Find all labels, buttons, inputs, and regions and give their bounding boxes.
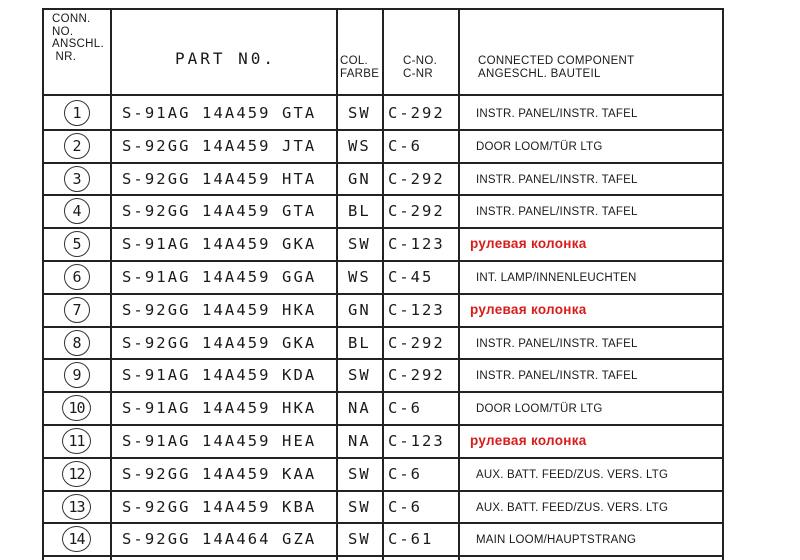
connected-component: INSTR. PANEL/INSTR. TAFEL (476, 206, 638, 219)
part-number: S-91AG 14A459 KDA (122, 366, 317, 385)
table-row (0, 195, 800, 228)
table-row (0, 327, 800, 360)
connector-number: 5 (64, 231, 90, 257)
wire-color: NA (348, 432, 371, 450)
wire-color: SW (348, 366, 371, 385)
header-conn-no: CONN. NO. ANSCHL. NR. (52, 13, 104, 63)
part-number: S-92GG 14A464 GZA (122, 530, 317, 549)
connected-component: MAIN LOOM/HAUPTSTRANG (476, 534, 637, 547)
connector-c-number: C-61 (388, 530, 434, 549)
grid-line-header-bottom (42, 94, 724, 96)
wire-color: NA (348, 399, 371, 418)
connected-component: рулевая колонка (470, 236, 587, 252)
connector-number: 12 (62, 461, 91, 487)
connector-number: 14 (62, 526, 91, 552)
part-number: S-91AG 14A459 GTA (122, 104, 317, 122)
connector-number: 9 (64, 362, 90, 388)
wire-color: SW (348, 530, 371, 549)
table-row (0, 294, 800, 327)
header-color: COL. FARBE (340, 55, 380, 80)
connector-number: 4 (64, 198, 90, 224)
connected-component: рулевая колонка (470, 301, 587, 317)
part-number: S-92GG 14A459 HTA (122, 169, 317, 188)
connector-c-number: C-292 (388, 169, 445, 188)
table-row (0, 261, 800, 294)
wire-color: SW (348, 464, 371, 483)
connector-c-number: C-292 (388, 333, 445, 352)
table-row (0, 491, 800, 524)
wire-color: SW (348, 497, 371, 516)
part-number: S-91AG 14A459 HKA (122, 399, 317, 418)
table-row (0, 392, 800, 425)
table-row (0, 130, 800, 163)
wire-color: BL (348, 333, 371, 352)
wire-color: GN (348, 300, 371, 319)
connected-component: INSTR. PANEL/INSTR. TAFEL (476, 370, 638, 383)
connector-number: 6 (64, 264, 90, 290)
wire-color: WS (348, 268, 371, 286)
header-part-no: PART N0. (175, 49, 277, 68)
connector-c-number: C-6 (388, 136, 422, 155)
part-number: S-91AG 14A459 HEA (122, 432, 317, 450)
wire-color: BL (348, 202, 371, 221)
table-row (0, 359, 800, 392)
connector-number: 11 (62, 428, 91, 454)
connected-component: DOOR LOOM/TÜR LTG (476, 140, 603, 153)
connector-c-number: C-292 (388, 104, 445, 122)
connected-component: INT. LAMP/INNENLEUCHTEN (476, 272, 637, 284)
connector-number: 3 (64, 166, 90, 192)
connected-component: AUX. BATT. FEED/ZUS. VERS. LTG (476, 468, 669, 481)
header-component: CONNECTED COMPONENT ANGESCHL. BAUTEIL (478, 55, 635, 80)
wire-color: GN (348, 169, 371, 188)
connector-c-number: C-123 (388, 235, 445, 254)
connector-number: 7 (64, 297, 90, 323)
part-number: S-92GG 14A459 JTA (122, 136, 317, 155)
connected-component: DOOR LOOM/TÜR LTG (476, 403, 603, 416)
part-number: S-92GG 14A459 KBA (122, 497, 317, 516)
connector-c-number: C-6 (388, 464, 422, 483)
part-number: S-92GG 14A459 GTA (122, 202, 317, 221)
connected-component: INSTR. PANEL/INSTR. TAFEL (476, 337, 638, 350)
table-row (0, 458, 800, 491)
wire-color: SW (348, 235, 371, 254)
connector-number: 1 (64, 100, 90, 126)
part-number: S-91AG 14A459 GGA (122, 268, 317, 286)
connector-c-number: C-292 (388, 366, 445, 385)
part-number: S-92GG 14A459 HKA (122, 300, 317, 319)
connected-component: AUX. BATT. FEED/ZUS. VERS. LTG (476, 501, 669, 514)
connected-component: INSTR. PANEL/INSTR. TAFEL (476, 173, 638, 186)
connector-c-number: C-292 (388, 202, 445, 221)
connector-c-number: C-6 (388, 399, 422, 418)
connector-c-number: C-123 (388, 300, 445, 319)
connector-number: 8 (64, 330, 90, 356)
table-row (0, 228, 800, 261)
table-row (0, 163, 800, 196)
connector-number: 13 (62, 494, 91, 520)
part-number: S-92GG 14A459 GKA (122, 333, 317, 352)
connector-c-number: C-6 (388, 497, 422, 516)
header-c-no: C-NO. C-NR (403, 55, 438, 80)
connected-component: рулевая колонка (470, 433, 587, 448)
connector-number: 2 (64, 133, 90, 159)
table-row (0, 97, 800, 130)
table-row (0, 523, 800, 556)
connected-component: INSTR. PANEL/INSTR. TAFEL (476, 108, 638, 120)
connector-c-number: C-123 (388, 432, 445, 450)
connector-number: 10 (62, 395, 91, 421)
grid-line-top (42, 8, 724, 10)
wire-color: SW (348, 104, 371, 122)
part-number: S-92GG 14A459 KAA (122, 464, 317, 483)
table-row (0, 425, 800, 458)
connector-c-number: C-45 (388, 268, 434, 286)
part-number: S-91AG 14A459 GKA (122, 235, 317, 254)
wire-color: WS (348, 136, 371, 155)
